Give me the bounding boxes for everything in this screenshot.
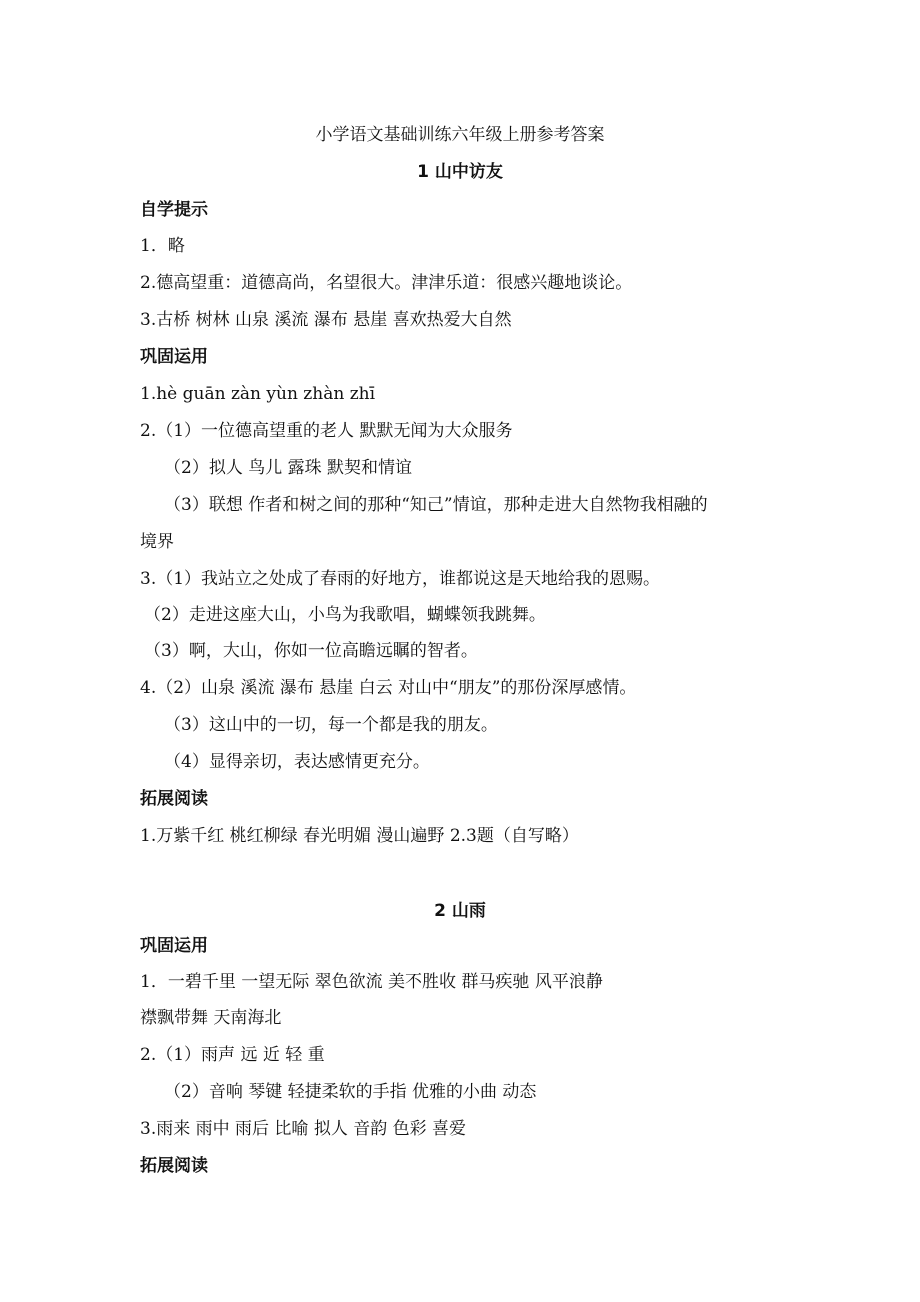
answer-line: 2.（1）雨声 远 近 轻 重 bbox=[140, 1045, 325, 1065]
answer-line: 4.（2）山泉 溪流 瀑布 悬崖 白云 对山中“朋友”的那份深厚感情。 bbox=[140, 678, 637, 698]
answer-line: 1.hè guān zàn yùn zhàn zhī bbox=[140, 384, 376, 404]
answer-line: 3.（1）我站立之处成了春雨的好地方，谁都说这是天地给我的恩赐。 bbox=[140, 569, 661, 589]
answer-line: 2.德高望重：道德高尚，名望很大。津津乐道：很感兴趣地谈论。 bbox=[140, 273, 633, 293]
answer-line: 1．略 bbox=[140, 236, 185, 256]
answer-line: （3）这山中的一切，每一个都是我的朋友。 bbox=[164, 715, 498, 735]
document-title: 小学语文基础训练六年级上册参考答案 bbox=[315, 125, 605, 145]
section-heading-self-study: 自学提示 bbox=[140, 200, 208, 220]
section-heading-consolidation: 巩固运用 bbox=[140, 347, 208, 367]
section-heading-extended-reading: 拓展阅读 bbox=[140, 1156, 208, 1176]
answer-line: 3.雨来 雨中 雨后 比喻 拟人 音韵 色彩 喜爱 bbox=[140, 1119, 467, 1139]
lesson-2-heading: 2 山雨 bbox=[434, 901, 486, 921]
answer-line: （3）联想 作者和树之间的那种“知己”情谊，那种走进大自然物我相融的 bbox=[164, 495, 708, 515]
answer-line: 襟飘带舞 天南海北 bbox=[140, 1008, 282, 1028]
answer-line: 1．一碧千里 一望无际 翠色欲流 美不胜收 群马疾驰 风平浪静 bbox=[140, 972, 603, 992]
answer-line: （2）音响 琴键 轻捷柔软的手指 优雅的小曲 动态 bbox=[164, 1082, 537, 1102]
lesson-1-heading: 1 山中访友 bbox=[417, 162, 503, 182]
section-heading-extended-reading: 拓展阅读 bbox=[140, 789, 208, 809]
answer-line: （4）显得亲切，表达感情更充分。 bbox=[164, 752, 430, 772]
answer-line: （3）啊，大山，你如一位高瞻远瞩的智者。 bbox=[144, 641, 478, 661]
answer-line: 1.万紫千红 桃红柳绿 春光明媚 漫山遍野 2.3题（自写略） bbox=[140, 826, 579, 846]
section-heading-consolidation: 巩固运用 bbox=[140, 936, 208, 956]
answer-line: 境界 bbox=[140, 532, 174, 552]
answer-line: （2）拟人 鸟儿 露珠 默契和情谊 bbox=[164, 458, 413, 478]
answer-line: （2）走进这座大山，小鸟为我歌唱，蝴蝶领我跳舞。 bbox=[144, 605, 546, 625]
answer-line: 2.（1）一位德高望重的老人 默默无闻为大众服务 bbox=[140, 421, 513, 441]
answer-line: 3.古桥 树林 山泉 溪流 瀑布 悬崖 喜欢热爱大自然 bbox=[140, 310, 512, 330]
